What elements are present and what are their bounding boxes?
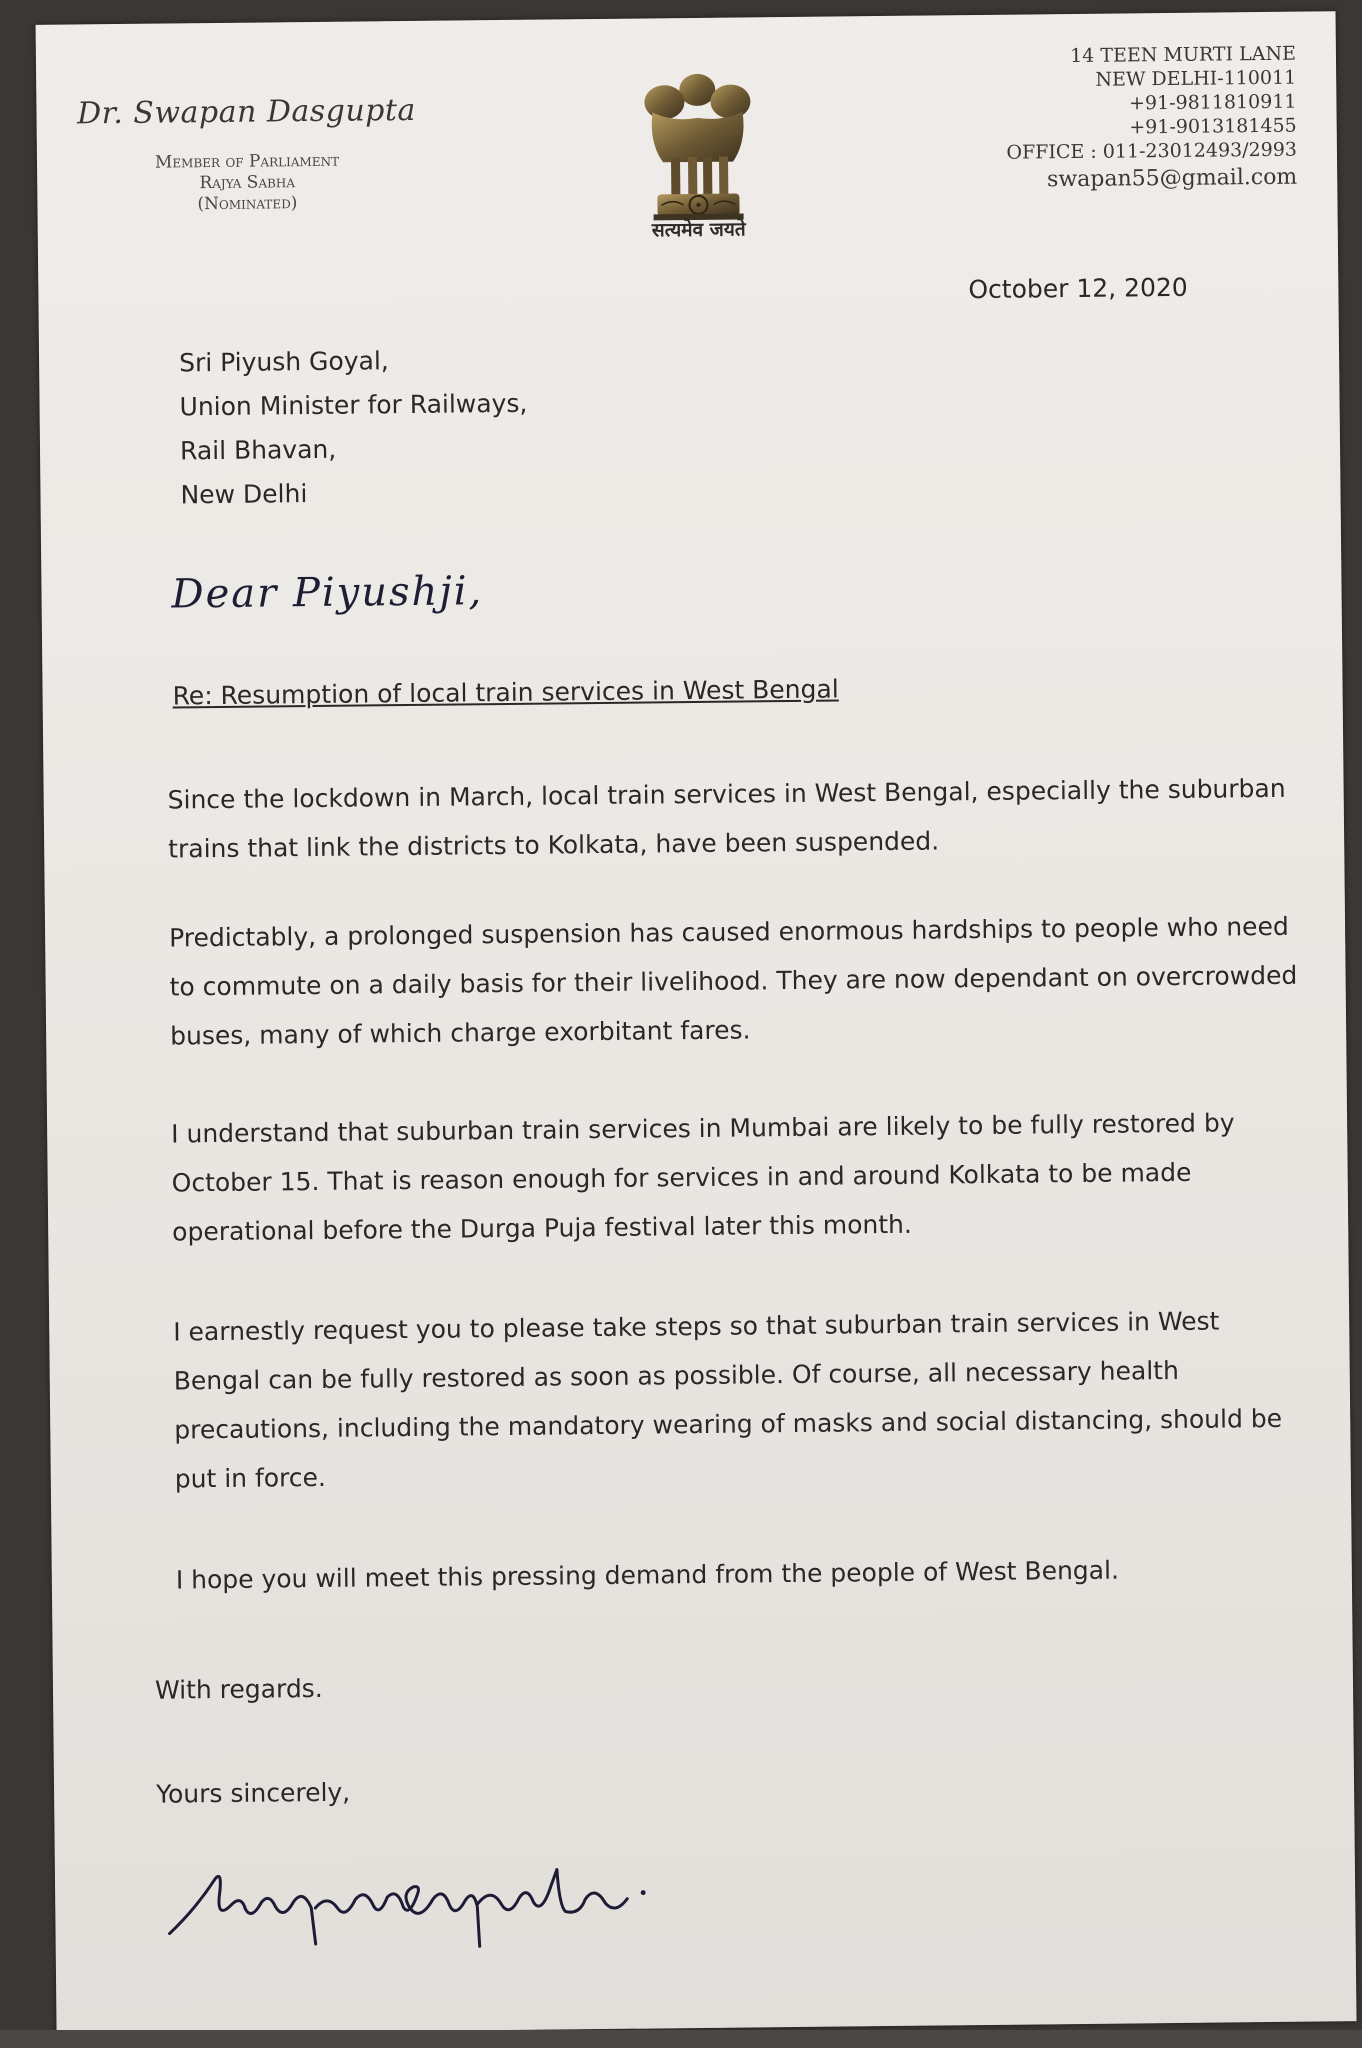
address-line: 14 TEEN MURTI LANE — [1070, 42, 1297, 68]
letter-page — [36, 11, 1357, 2035]
sender-block — [76, 93, 417, 217]
body-paragraph-4: I earnestly request you to please take steps so that suburban train services in West Bengal can be fully restored as soon as possible. Of course, all necessary health precautions, including the mandatory wearing of masks and social distancing, should be put in force. — [173, 1306, 1283, 1494]
background-strip — [0, 2030, 1362, 2048]
phone-number: +91-9013181455 — [1129, 114, 1297, 139]
handwritten-salutation: Dear Piyushji, — [171, 568, 484, 618]
subject-line: Re: Resumption of local train services in West Bengal — [172, 674, 839, 711]
body-paragraph-3: I understand that suburban train services in Mumbai are likely to be fully restored by October 15. That is reason enough for services in and around Kolkata to be made operational before the Durga Puja festival later this month. — [171, 1108, 1235, 1247]
recipient-line: Sri Piyush Goyal, — [178, 346, 389, 378]
office-phone: OFFICE : 011-23012493/2993 — [1006, 138, 1298, 164]
body-paragraph-1: Since the lockdown in March, local train services in West Bengal, especially the suburban trains that link the districts to Kolkata, have been suspended. — [167, 773, 1286, 864]
body-paragraph-5: I hope you will meet this pressing demand from the people of West Bengal. — [175, 1555, 1120, 1595]
address-block — [1005, 42, 1297, 193]
sender-house: Rajya Sabha — [199, 172, 296, 194]
letter-date: October 12, 2020 — [968, 272, 1188, 305]
sender-title: Member of Parliament — [154, 150, 340, 173]
handwritten-signature — [165, 1844, 726, 1960]
sender-name: Dr. Swapan Dasgupta — [76, 92, 417, 132]
sender-status: (Nominated) — [197, 193, 298, 215]
recipient-line: Rail Bhavan, — [179, 434, 337, 466]
body-paragraph-2: Predictably, a prolonged suspension has caused enormous hardships to people who need to commute on a daily basis for their livelihood. They are now dependant on overcrowded buses, many of which charge exorbitant fares. — [168, 911, 1298, 1051]
address-line: NEW DELHI-110011 — [1095, 66, 1297, 91]
emblem-motto: सत्यमेव जयते — [651, 218, 746, 242]
regards-line: With regards. — [154, 1673, 323, 1705]
email-address: swapan55@gmail.com — [1046, 164, 1298, 193]
sign-off: Yours sincerely, — [155, 1777, 351, 1809]
recipient-line: New Delhi — [180, 479, 308, 510]
phone-number: +91-9811810911 — [1128, 90, 1297, 115]
recipient-line: Union Minister for Railways, — [179, 388, 528, 422]
recipient-address — [179, 338, 529, 518]
